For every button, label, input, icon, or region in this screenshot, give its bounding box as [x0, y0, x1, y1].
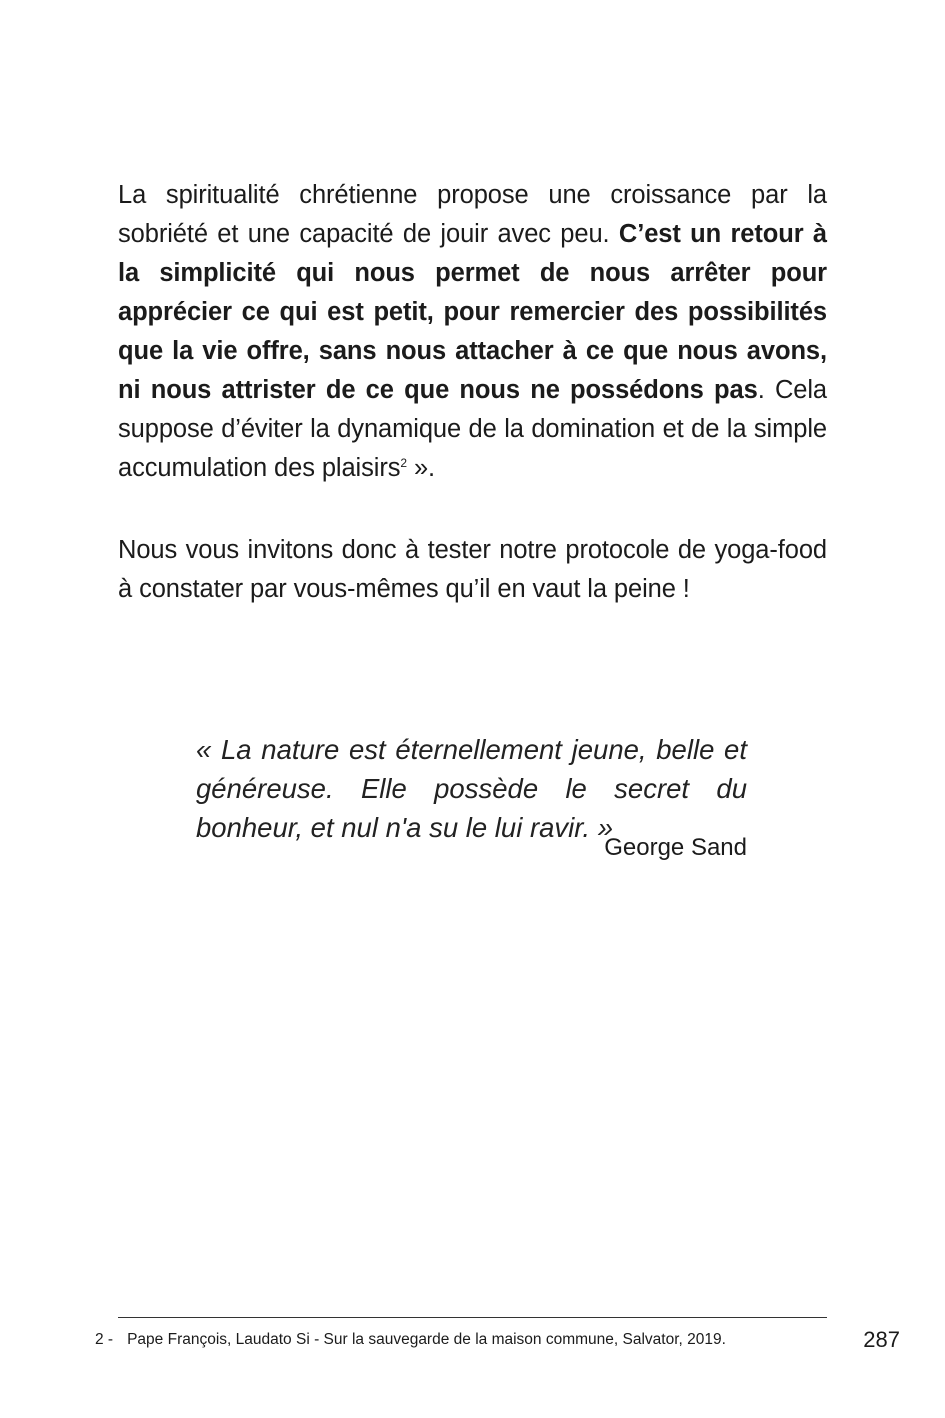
footnote-text: Pape François, Laudato Si - Sur la sauvegarde de la maison commune, Salvator, 2019.: [127, 1331, 726, 1348]
paragraph1-text-end: . Cela suppose d’éviter la dynamique de la domination et de la simple accumulation des plaisirs: [118, 375, 827, 482]
quote-author: George Sand: [604, 834, 747, 861]
footnote-number: 2 -: [95, 1331, 114, 1348]
paragraph-invitation: Nous vous invitons donc à tester notre protocole de yoga-food à constater par vous-mêmes qu’il en vaut la peine !: [118, 535, 827, 603]
footnote-divider: [118, 1317, 827, 1318]
paragraph-spirituality: [118, 176, 827, 488]
epigraph-quote: « La nature est éternellement jeune, belle et généreuse. Elle possède le secret du bonheur, et nul n'a su le lui ravir. »: [196, 733, 747, 843]
paragraph1-bold-text: C’est un retour à la simplicité qui nous permet de nous arrêter pour apprécier ce qui est petit, pour remercier des possibilités que la vie offre, sans nous attacher à ce que nous avons, ni nous attrister de ce que nous ne possédons pas: [118, 219, 827, 404]
paragraph1-text-start: La spiritualité chrétienne propose une croissance par la sobriété et une capacité de jouir avec peu.: [118, 180, 827, 248]
page-number: 287: [863, 1327, 900, 1352]
footnote-reference: 2: [400, 455, 407, 470]
paragraph1-closing: ».: [406, 453, 436, 482]
footnote: [95, 1329, 835, 1351]
